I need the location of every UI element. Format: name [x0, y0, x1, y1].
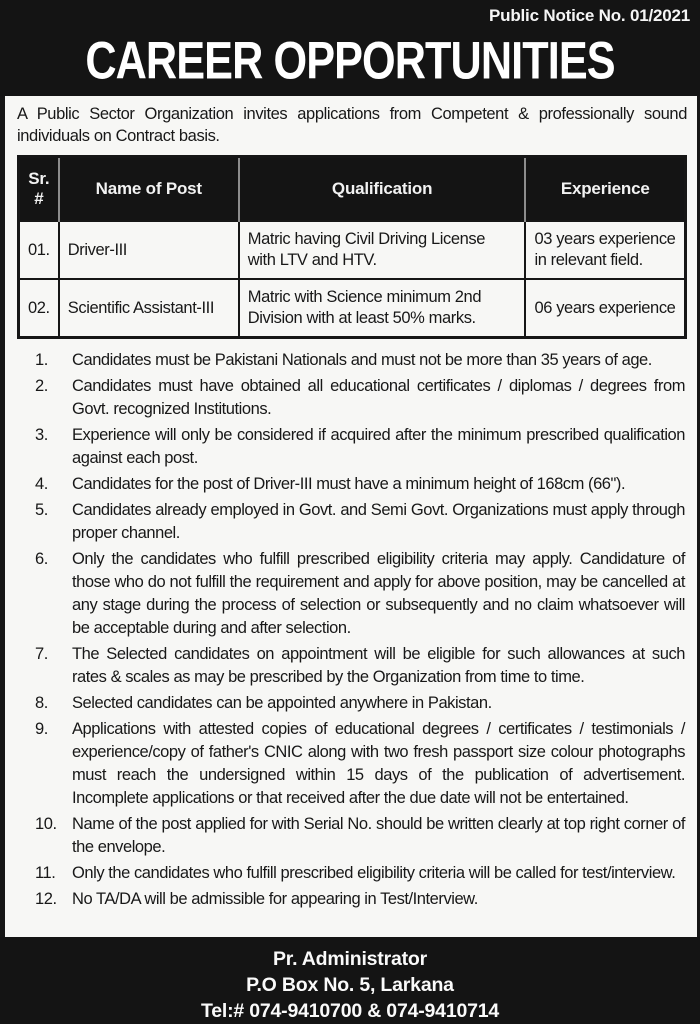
condition-number: 10. — [35, 815, 57, 833]
cell-qualification: Matric with Science minimum 2nd Division with at least 50% marks. — [239, 279, 526, 338]
condition-text: Applications with attested copies of educational degrees / certificates / testimonials / experience/copy of father's CNIC along with two fresh passport size colour photographs must reach the undersigned within 15 days of the publication of advertisement. Incomplete applications or that received after the due date will not be entertained. — [72, 720, 685, 807]
condition-number: 1. — [35, 351, 48, 369]
content-area — [0, 96, 700, 937]
header-banner — [0, 0, 700, 96]
condition-item — [35, 473, 687, 496]
condition-item — [35, 375, 687, 421]
condition-item — [35, 718, 687, 810]
cell-post: Driver-III — [59, 221, 239, 279]
condition-number: 2. — [35, 377, 48, 395]
posts-table — [17, 155, 687, 339]
condition-text: Candidates already employed in Govt. and Semi Govt. Organizations must apply through proper channel. — [72, 501, 685, 542]
page-title: CAREER OPPORTUNITIES — [85, 30, 615, 90]
footer-phone: Tel:# 074-9410700 & 074-9410714 — [200, 1000, 500, 1022]
condition-number: 3. — [35, 426, 48, 444]
condition-number: 6. — [35, 550, 48, 568]
cell-sr: 01. — [19, 221, 59, 279]
cell-sr: 02. — [19, 279, 59, 338]
table-row — [19, 279, 686, 338]
condition-text: Only the candidates who fulfill prescribed eligibility criteria will be called for test/interview. — [72, 864, 676, 882]
condition-text: Selected candidates can be appointed anywhere in Pakistan. — [72, 694, 492, 712]
condition-number: 7. — [35, 645, 48, 663]
table-header-row — [19, 157, 686, 222]
condition-text: Candidates for the post of Driver-III must have a minimum height of 168cm (66"). — [72, 475, 626, 493]
condition-item — [35, 692, 687, 715]
condition-text: The Selected candidates on appointment will be eligible for such allowances at such rates & scales as may be prescribed by the Organization from time to time. — [72, 645, 685, 686]
condition-item — [35, 499, 687, 545]
condition-text: Name of the post applied for with Serial No. should be written clearly at top right corner of the envelope. — [72, 815, 685, 856]
cell-experience: 06 years experience — [525, 279, 685, 338]
condition-item — [35, 349, 687, 372]
condition-number: 9. — [35, 720, 48, 738]
condition-number: 12. — [35, 890, 57, 908]
table-row — [19, 221, 686, 279]
notice-number: Public Notice No. 01/2021 — [489, 6, 690, 25]
condition-text: Candidates must be Pakistani Nationals and must not be more than 35 years of age. — [72, 351, 652, 369]
intro-text: A Public Sector Organization invites applications from Competent & professionally sound individuals on Contract basis. — [17, 105, 687, 145]
header-sr: Sr. # — [19, 157, 59, 222]
condition-item — [35, 862, 687, 885]
condition-number: 8. — [35, 694, 48, 712]
condition-number: 5. — [35, 501, 48, 519]
condition-item — [35, 888, 687, 911]
condition-number: 11. — [35, 864, 56, 882]
condition-text: Experience will only be considered if acquired after the minimum prescribed qualification against each post. — [72, 426, 685, 467]
header-experience: Experience — [525, 157, 685, 222]
header-qualification: Qualification — [239, 157, 526, 222]
condition-number: 4. — [35, 475, 48, 493]
cell-post: Scientific Assistant-III — [59, 279, 239, 338]
header-post: Name of Post — [59, 157, 239, 222]
footer-signatory: Pr. Administrator — [272, 948, 428, 970]
cell-qualification: Matric having Civil Driving License with LTV and HTV. — [239, 221, 526, 279]
condition-item — [35, 643, 687, 689]
condition-text: Only the candidates who fulfill prescribed eligibility criteria may apply. Candidature of those who do not fulfill the requirement and apply for above position, may be cancelled at any stage during the process of selection or subsequently and no claim whatsoever will be acceptable during and after selection. — [72, 550, 685, 637]
condition-item — [35, 548, 687, 640]
condition-text: No TA/DA will be admissible for appearing in Test/Interview. — [72, 890, 478, 908]
cell-experience: 03 years experience in relevant field. — [525, 221, 685, 279]
footer-banner — [0, 937, 700, 1024]
conditions-list — [17, 349, 687, 911]
condition-text: Candidates must have obtained all educational certificates / diplomas / degrees from Govt. recognized Institutions. — [72, 377, 685, 418]
condition-item — [35, 813, 687, 859]
footer-address: P.O Box No. 5, Larkana — [246, 974, 454, 996]
condition-item — [35, 424, 687, 470]
